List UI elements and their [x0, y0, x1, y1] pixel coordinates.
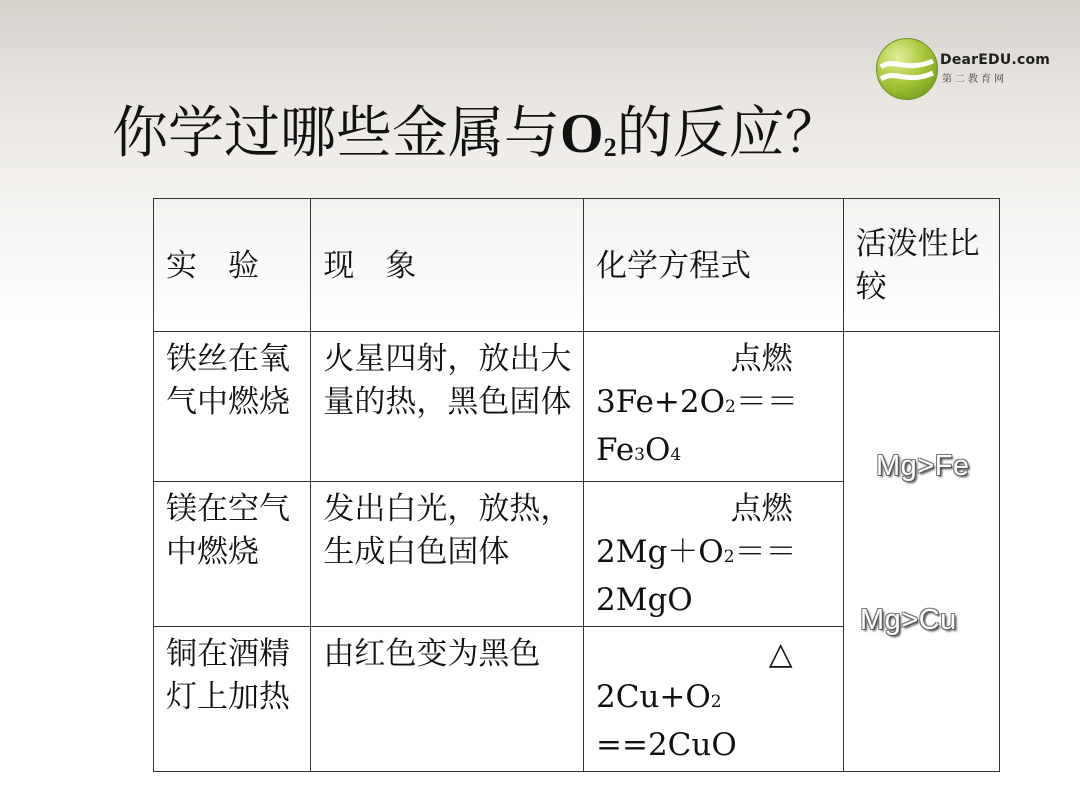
- logo-subtitle: 第二教育网: [942, 74, 1007, 85]
- header-activity: 活泼性比较: [843, 199, 999, 332]
- equation-part: O: [645, 432, 671, 468]
- header-equation: 化学方程式: [584, 199, 844, 332]
- reaction-table: [153, 198, 1000, 772]
- equation-part: 3Fe+2O: [596, 384, 725, 420]
- title-suffix: 的反应？: [616, 101, 841, 166]
- equation-part: 2MgO: [596, 582, 693, 618]
- page-title: [112, 100, 841, 168]
- cell-equation: [584, 627, 844, 772]
- cell-experiment: 铜在酒精灯上加热: [154, 627, 311, 772]
- title-o: O: [560, 103, 604, 165]
- equation-part: Fe: [596, 432, 635, 468]
- comparison-mg-fe: Mg>Fe: [876, 450, 970, 482]
- equation-part: ＝＝: [734, 534, 797, 570]
- logo-brand: DearEDU.com: [940, 52, 1051, 68]
- comparison-mg-cu: Mg>Cu: [860, 604, 957, 636]
- title-subscript: 2: [603, 133, 617, 162]
- equation-subscript: 4: [670, 445, 682, 465]
- cell-experiment: 镁在空气中燃烧: [154, 482, 311, 627]
- cell-phenomenon: 火星四射，放出大量的热，黑色固体: [311, 332, 584, 482]
- reaction-condition: △: [768, 636, 793, 672]
- equation-part: ＝＝: [735, 384, 798, 420]
- table-row: [154, 332, 1000, 482]
- cell-phenomenon: 发出白光，放热，生成白色固体: [311, 482, 584, 627]
- reaction-condition: 点燃: [730, 341, 793, 377]
- equation-subscript: 2: [725, 397, 736, 417]
- cell-phenomenon: 由红色变为黑色: [311, 627, 584, 772]
- equation-part: 2Cu+O: [596, 679, 711, 715]
- equation-part: ==2CuO: [596, 727, 737, 763]
- cell-activity-comparison: [843, 332, 999, 772]
- equation-subscript: 2: [723, 547, 735, 567]
- reaction-condition: 点燃: [730, 491, 793, 527]
- header-phenomenon: 现 象: [311, 199, 584, 332]
- equation-subscript: 3: [634, 445, 645, 465]
- title-prefix: 你学过哪些金属与: [112, 101, 560, 166]
- cell-equation: [584, 332, 844, 482]
- equation-part: 2Mg＋O: [596, 534, 724, 570]
- table-header-row: [154, 199, 1000, 332]
- title-o2: [560, 103, 617, 165]
- cell-equation: [584, 482, 844, 627]
- logo-emblem-icon: [876, 38, 938, 100]
- header-experiment: 实 验: [154, 199, 311, 332]
- logo: [876, 38, 1056, 102]
- equation-subscript: 2: [710, 692, 722, 712]
- cell-experiment: 铁丝在氧气中燃烧: [154, 332, 311, 482]
